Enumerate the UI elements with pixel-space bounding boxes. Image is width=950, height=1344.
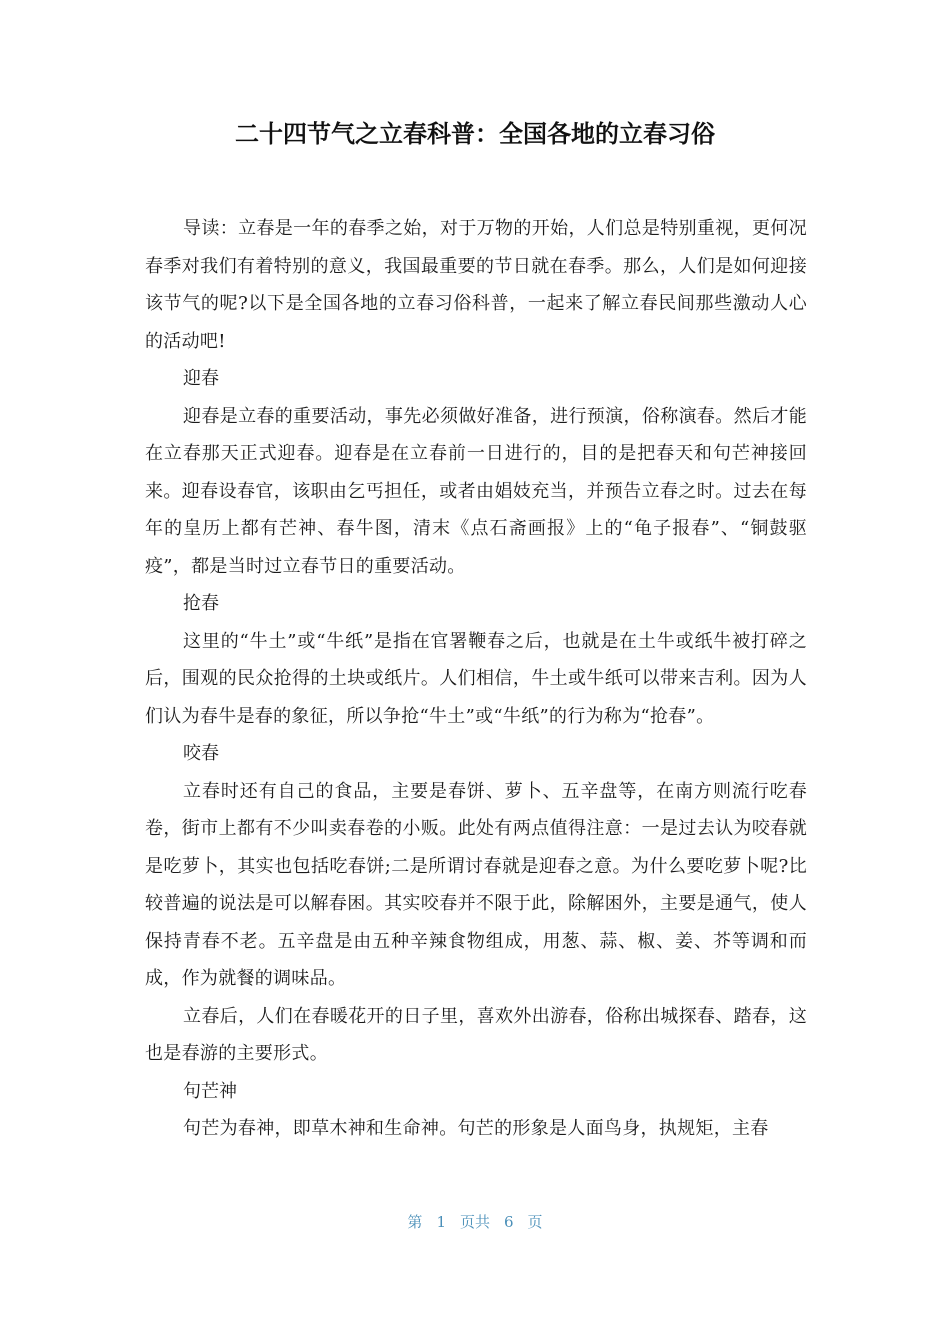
footer-current-page: 1 (436, 1213, 446, 1231)
section-heading-yaochun: 咬春 (183, 743, 219, 764)
section-heading-yingchun: 迎春 (183, 368, 219, 389)
paragraph-goumangshen: 句芒为春神，即草木神和生命神。句芒的形象是人面鸟身，执规矩，主春 (183, 1118, 769, 1139)
paragraph-intro: 导读：立春是一年的春季之始，对于万物的开始，人们总是特别重视，更何况春季对我们有着特别的意义，我国最重要的节日就在春季。那么，人们是如何迎接该节气的呢?以下是全国各地的立春习俗科普，一起来了解立春民间那些激动人心的活动吧! (145, 218, 807, 352)
section-heading-qiangchun: 抢春 (183, 593, 219, 614)
section-heading-goumangshen: 句芒神 (183, 1080, 237, 1102)
footer-middle: 页共 (459, 1213, 490, 1231)
page-number-footer (0, 1210, 950, 1234)
paragraph-yaochun: 立春时还有自己的食品，主要是春饼、萝卜、五辛盘等，在南方则流行吃春卷，街市上都有不少叫卖春卷的小贩。此处有两点值得注意：一是过去认为咬春就是吃萝卜，其实也包括吃春饼;二是所谓讨春就是迎春之意。为什么要吃萝卜呢?比较普遍的说法是可以解春困。其实咬春并不限于此，除解困外，主要是通气，使人保持青春不老。五辛盘是由五种辛辣食物组成，用葱、蒜、椒、姜、芥等调和而成，作为就餐的调味品。 (145, 780, 807, 989)
paragraph-yingchun: 迎春是立春的重要活动，事先必须做好准备，进行预演，俗称演春。然后才能在立春那天正式迎春。迎春是在立春前一日进行的，目的是把春天和句芒神接回来。迎春设春官，该职由乞丐担任，或者由娼妓充当，并预告立春之时。过去在每年的皇历上都有芒神、春牛图，清末《点石斋画报》上的“龟子报春”、“铜鼓驱疫”，都是当时过立春节日的重要活动。 (145, 405, 807, 577)
document-body (145, 210, 807, 1148)
document-title: 二十四节气之立春科普：全国各地的立春习俗 (235, 120, 715, 148)
footer-suffix: 页 (527, 1213, 543, 1231)
paragraph-qiangchun: 这里的“牛土”或“牛纸”是指在官署鞭春之后，也就是在土牛或纸牛被打碎之后，围观的民众抢得的土块或纸片。人们相信，牛土或牛纸可以带来吉利。因为人们认为春牛是春的象征，所以争抢“牛土”或“牛纸”的行为称为“抢春”。 (145, 630, 807, 727)
footer-prefix: 第 (407, 1213, 423, 1231)
footer-total-pages: 6 (504, 1213, 514, 1231)
paragraph-youchun: 立春后，人们在春暖花开的日子里，喜欢外出游春，俗称出城探春、踏春，这也是春游的主要形式。 (145, 1005, 807, 1064)
